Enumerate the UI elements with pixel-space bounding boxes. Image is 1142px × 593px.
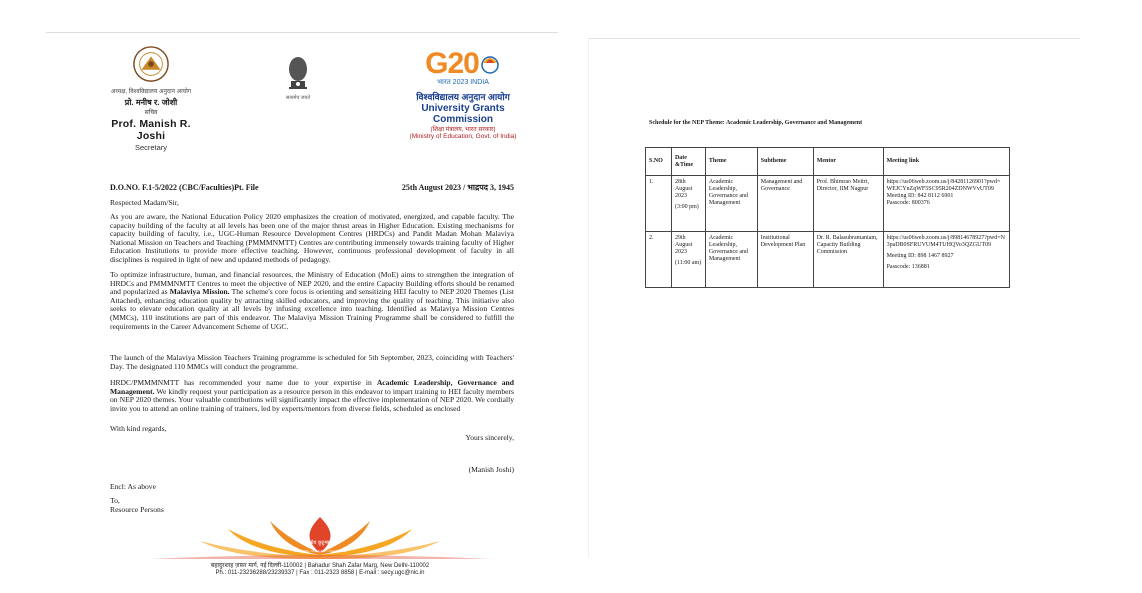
schedule-table [645, 147, 1010, 288]
cell-date: 28th August 2023 [674, 179, 693, 199]
meeting-url[interactable]: https://us06web.zoom.us/j/89814678927?pwd=N3paDB0SFRUVUM4TUHQVo3QZGUT09 [886, 235, 1005, 248]
ugc-english-title: University Grants Commission [421, 103, 505, 125]
ugc-hindi-subtitle: (शिक्षा मंत्रालय, भारत सरकार) [430, 127, 496, 133]
g20-ugc-header [398, 47, 528, 140]
meeting-id: Meeting ID: 842 8112 6901 [886, 193, 954, 199]
paragraph-2-part-a: To optimize infrastructure, human, and financial resources, the Ministry of Education (MoE) aims to strengthen the integration of HRDCs and PMMMNMTT Centres to meet the objective of NEP 2020, and the entire Capacity Building efforts should be renamed and popularized as [110, 270, 514, 297]
cell-time: (11:00 am) [674, 260, 702, 266]
table-row [646, 232, 1010, 288]
english-designation: Secretary [134, 143, 168, 152]
cell-mentor: Dr. R. Balasubramaniam, Capacity Building Commission [813, 232, 883, 288]
paragraph-1: As you are aware, the National Education Policy 2020 emphasizes the creation of motivated, energized, and capable faculty. The capacity building of the faculty at all levels has been one of the major thrust areas in Higher Education. Existing mechanisms for capacity building of faculty, i.e., UGC-Human Resource Development Centres (HRDCs) and Pandit Madan Mohan Malaviya National Mission on Teachers and Teaching (PMMMNMTT) Centres are contributing immensely towards training faculty of Higher Education Institutions to provide more effective teaching. However, continuous professional development of faculty in all disciplines is required in light of new and updated methods of pedagogy. [110, 212, 514, 264]
header-meeting-link: Meeting link [883, 148, 1009, 176]
resource-persons: Resource Persons [110, 504, 164, 514]
paragraph-3: The launch of the Malaviya Mission Teachers Training programme is scheduled for 5th September, 2023, coinciding with Teachers' Day. The designated 110 MMCs will conduct the programme. [110, 353, 514, 371]
salutation: Respected Madam/Sir, [110, 198, 179, 207]
lotus-globe-icon [479, 53, 501, 75]
cell-subtheme: Management and Governance [757, 176, 813, 232]
reference-line [110, 184, 514, 193]
meeting-passcode: Passcode: 800376 [886, 200, 930, 206]
cell-subtheme: Institutional Development Plan [757, 232, 813, 288]
ugc-ministry: (Ministry of Education, Govt. of India) [409, 133, 517, 140]
ugc-hindi-title: विश्वविद्यालय अनुदान आयोग [416, 92, 510, 102]
header-subtheme: Subtheme [757, 148, 813, 176]
cell-date-time [671, 232, 705, 288]
yours-sincerely: Yours sincerely, [465, 433, 514, 442]
seal-caption: अध्यक्ष, विश्वविद्यालय अनुदान आयोग [110, 89, 192, 95]
letter-page [46, 32, 558, 582]
cell-theme: Academic Leadership, Governance and Management [705, 176, 757, 232]
cell-sno: 1. [646, 176, 672, 232]
table-header-row [646, 148, 1010, 176]
lotus-footer-band [110, 511, 530, 559]
paragraph-4-part-b: We kindly request your participation as a resource person in this endeavor to impart training to HEI faculty members on NEP 2020 themes. Your valuable contributions will significantly impact the effective implementation of NEP 2020. We cordially invite you to attend an online training of trainers, led by experts/mentors from diverse fields, scheduled as enclosed [110, 386, 514, 413]
english-name: Prof. Manish R. Joshi [111, 118, 191, 142]
g20-year: भारत 2023 INDIA [437, 79, 489, 86]
closing: With kind regards, [110, 424, 167, 433]
expertise-bold: Academic Leadership, Governance and Management. [110, 378, 514, 396]
national-emblem [272, 51, 324, 101]
cell-meeting-link [883, 232, 1009, 288]
cell-meeting-link [883, 176, 1009, 232]
footer-address: बहादुरशाह ज़फ़र मार्ग, नई दिल्ली-110002 | Bahadur Shah Zafar Marg, New Delhi-110002 [210, 563, 430, 569]
footer-band-text: वसुधैव कुटुम्बकम् [304, 540, 336, 546]
cell-date-time [671, 176, 705, 232]
malaviya-mission-bold: Malaviya Mission. [169, 287, 230, 297]
ashoka-emblem-icon [283, 51, 313, 93]
footer-band-subtitle: ONE EARTH • ONE FAMILY • ONE FUTURE [294, 550, 346, 553]
meeting-passcode: Passcode: 136881 [886, 264, 930, 270]
header-theme: Theme [705, 148, 757, 176]
paragraph-4 [110, 379, 514, 413]
meeting-url[interactable]: https://us06web.zoom.us/j/84281126901?pwd=WEJCYnZqWF5SC95R204ZDNWVvUT09 [886, 179, 1001, 192]
header-mentor: Mentor [813, 148, 883, 176]
schedule-page [588, 38, 1080, 558]
cell-time: (3:00 pm) [674, 204, 699, 210]
to-label: To, [110, 496, 120, 505]
hindi-designation: सचिव [144, 110, 158, 116]
paragraph-2 [110, 271, 514, 331]
paragraph-4-part-a: HRDC/PMMMNMTT has recommended your name due to your expertise in [110, 378, 377, 387]
secretary-header [96, 45, 206, 152]
cell-sno: 2. [646, 232, 672, 288]
meeting-id: Meeting ID: 898 1467 8927 [886, 253, 954, 259]
ugc-seal-icon [132, 45, 170, 83]
signer-name: (Manish Joshi) [468, 465, 514, 474]
hindi-name: प्रो. मनीष र. जोशी [124, 98, 178, 107]
header-date-time: Date &Time [671, 148, 705, 176]
cell-theme: Academic Leadership, Governance and Management [705, 232, 757, 288]
g20-logo [398, 47, 528, 81]
footer-contact: Ph.: 011-23236288/23239337 | Fax : 011-2323 8858 | E-mail : secy.ugc@nic.in [215, 570, 425, 576]
cell-date: 29th August 2023 [674, 235, 693, 255]
emblem-caption: सत्यमेव जयते [285, 95, 311, 101]
paragraph-2-part-b: The scheme's core focus is orienting and sensitizing HEI faculty to NEP 2020 Themes (List Attached), enhancing education quality by attracting skilled educators, and improving the quality of teaching. This initiative also seeks to elevate education quality at all levels by infusing excellence into teaching. Identified as Malaviya Mission Centres (MMCs), 110 institutions are part of this endeavor. The Malaviya Mission Training Programme shall be considered to fulfill the requirements in the Career Advancement Scheme of UGC. [110, 287, 514, 331]
schedule-title: Schedule for the NEP Theme: Academic Leadership, Governance and Management [649, 120, 863, 126]
reference-number: D.O.NO. F.1-5/2022 (CBC/Faculties)Pt. File [110, 183, 259, 192]
header-sno: S.NO [646, 148, 672, 176]
g20-text: G20 [425, 47, 479, 80]
letter-date: 25th August 2023 / भाद्रपद 3, 1945 [401, 183, 514, 192]
enclosure: Encl: As above [110, 482, 156, 491]
table-row [646, 176, 1010, 232]
cell-mentor: Prof. Bhimrao Meitri, Director, IIM Nagpur [813, 176, 883, 232]
